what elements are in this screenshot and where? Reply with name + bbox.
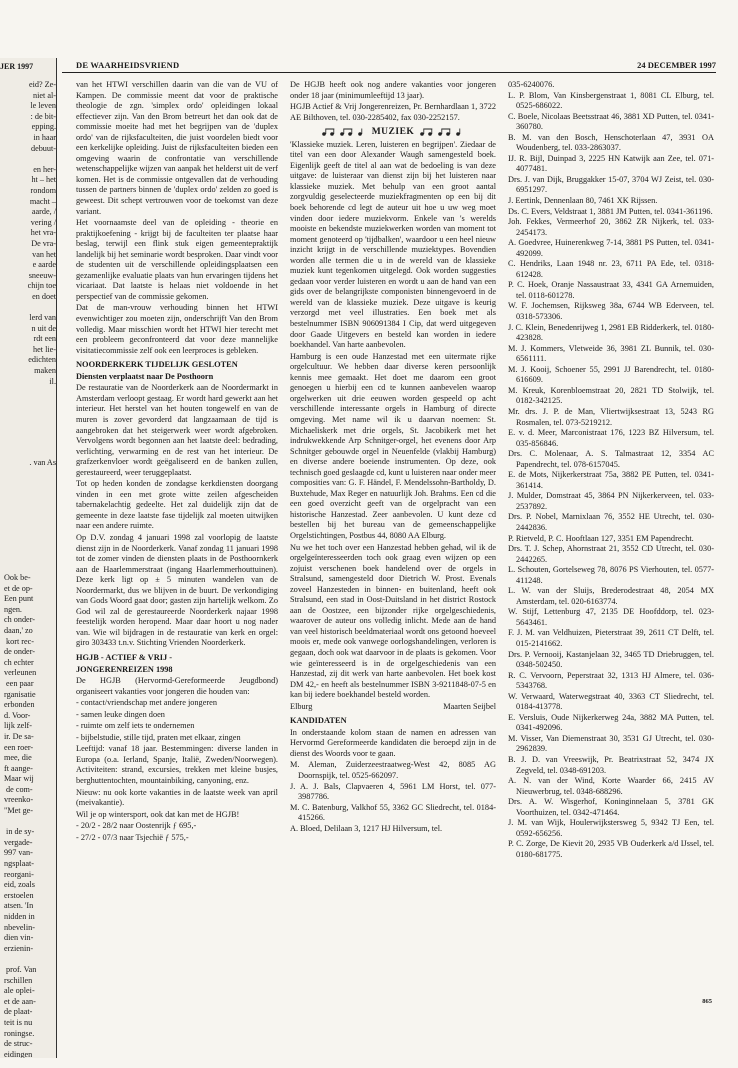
address-entry: 035-6240076. [508,80,555,89]
address-entry: M. J. Kommers, Vletweide 36, 3981 ZL Bunnik, tel. 030-6561111. [508,343,714,364]
column-2 [290,80,496,1020]
adjacent-text-fragment-3: Ook be- et de op- Een punt ngen. ch onder- daan,' zo kort rec- de onder- ch echter verleunen een paar rganisatie erbonden d. Voor- lijk zelf- ir. De sa- een roer- mee, die ft aange- Maar wij de com- vreenko- "Met ge- in de sy- vergade- 997 van- ngsplaat- reorgani- eid, zoals erstoelen atsen. 'In nidden in nbevelin- dien vin- erzienin- prof. Van rschillen ale oplei- et de aan- de plaat- teit is nu roningse. de struc- eidingen [4,573,37,1058]
address-entry: J. M. van Wijk, Houlerwijkstersweg 5, 9342 TJ Een, tel. 0592-656256. [508,818,714,838]
address-entry: IJ. R. Bijl, Duinpad 3, 2225 HN Katwijk aan Zee, tel. 071-4077481. [508,153,714,174]
paragraph: De HGJB heeft ook nog andere vakanties voor jongeren onder 18 jaar (minimumleeftijd 13 jaar). [290,80,496,100]
list-item: - 27/2 - 07/3 naar Tsjechië ƒ 575,- [76,832,189,842]
article-heading-hgjb-2: JONGERENREIZEN 1998 [76,664,173,674]
wintersport-list [76,821,278,843]
page-number: 865 [702,998,712,1005]
address-entry: Drs. P. Vernooij, Kastanjelaan 32, 3465 TD Driebruggen, tel. 0348-502450. [508,649,714,670]
address-entry: F. J. M. van Veldhuizen, Pieterstraat 39, 2611 CT Delft, tel. 015-2141662. [508,628,714,648]
address-entry: C. Boele, Nicolaas Beetsstraat 46, 3881 XD Putten, tel. 0341-360780. [508,111,714,132]
adjacent-page-header: JER 1997 [0,62,34,71]
address-entry: W. Verwaard, Waterwegstraat 40, 3363 CT Sliedrecht, tel. 0184-413778. [508,691,714,712]
column-1 [76,80,278,1020]
address-entry: J. C. Klein, Benedenrijweg 1, 2981 EB Ridderkerk, tel. 0180-423828. [508,322,714,343]
address-entry: M. J. Kooij, Schoener 55, 2991 JJ Barendrecht, tel. 0180-616609. [508,364,714,385]
address-entry: C. Hendriks, Laan 1948 nr. 23, 6711 PA Ede, tel. 0318-612428. [508,259,714,279]
paragraph: Wil je op wintersport, ook dat kan met de HGJB! [76,809,240,819]
address-entry: B. J. D. van Vreeswijk, Pr. Beatrixstraat 52, 3474 JX Zegveld, tel. 0348-691203. [508,755,714,775]
address-entry: J. Eertink, Dennenlaan 80, 7461 XK Rijssen. [508,196,658,206]
address-entry: W. Stijf, Lettenburg 47, 2135 DE Hoofddorp, tel. 023-5643461. [508,607,714,627]
signature-place: Elburg [290,701,313,711]
address-entry: M. C. Batenburg, Valkhof 55, 3362 GC Sliedrecht, tel. 0184-415266. [290,802,496,823]
address-entry: A. N. van der Wind, Korte Waarder 66, 2415 AV Nieuwerbrug, tel. 0348-688296. [508,776,714,796]
address-entry: E. v. d. Meer, Marconistraat 176, 1223 BZ Hilversum, tel. 035-856846. [508,428,714,448]
address-entry: Ds. C. Evers, Veldstraat 1, 3881 JM Putten, tel. 0341-361196. [508,206,713,216]
address-entry: R. C. Vervoorn, Peperstraat 32, 1313 HJ Almere, tel. 036-5343768. [508,670,714,691]
music-section-heading [290,127,496,138]
list-item: - samen leuke dingen doen [76,709,165,719]
address-entry: L. Schouten, Gortelseweg 78, 8076 PS Vierhouten, tel. 0577-411248. [508,565,714,585]
publication-name: DE WAARHEIDSVRIEND [76,60,180,70]
paragraph: Nieuw: nu ook korte vakanties in de laatste week van april (meivakantie). [76,787,278,808]
paragraph: HGJB Actief & Vrij Jongerenreizen, Pr. Bernhardlaan 1, 3722 AE Bilthoven, tel. 030-2285402, fax 030-2252157. [290,102,496,122]
article-heading-hgjb: HGJB - ACTIEF & VRIJ - [76,652,173,662]
author-signature [290,702,496,713]
issue-date: 24 DECEMBER 1997 [637,60,716,70]
paragraph: 'Klassieke muziek. Leren, luisteren en begrijpen'. Ziedaar de titel van een door Alexander Waugh samengesteld boek. Eigenlijk geeft de titel al aan wat de bedoeling is van deze uitgave: de luisteraar van dienst zijn bij het luisteren naar klassieke muziek. Met behulp van een groot aantal zorgvuldig geselecteerde muziekfragmenten op een bij dit boek behorende cd legt de auteur uit hoe u uw weg moet vinden door iedere muziekvorm. Enkele van 's werelds mooiste en bekendste muziekwerken worden van moment tot moment genoteerd op 'tijdbalken', waardoor u een heel nieuw inzicht krijgt in de verschillende muziektypes. Bovendien worden alle termen die u in de wereld van de klassieke muziek kunt tegenkomen uitgelegd. Ook worden suggesties gedaan voor verder luisteren en wordt u aan de hand van een gids over de belangrijkste componisten binnengevoerd in de wereld van de klassieke muziek. Deze uitgave is keurig verzorgd met veel illustraties. Een boek met als bestelnummer ISBN 906091384 I Cip, dat werd uitgegeven door Gaade Uitgevers en besteld kan worden in iedere boekhandel. Van harte aanbevolen. [290,139,496,350]
address-entry: P. C. Zorge, De Kievit 20, 2935 VB Ouderkerk a/d IJssel, tel. 0180-681775. [508,839,714,859]
adjacent-page-strip [0,58,57,1058]
address-entry: M. Visser, Van Diemenstraat 30, 3531 GJ Utrecht, tel. 030-2962839. [508,733,714,754]
paragraph: Op D.V. zondag 4 januari 1998 zal voorlopig de laatste dienst zijn in de Noorderkerk. Vanaf zondag 11 januari 1998 tot de zomer vinden de diensten plaats in de Posthoornkerk aan de Haarlemmerstraat (ingang Haarlemmerhouttuinen). Deze kerk ligt op ± 5 minuten wandelen van de Noordermarkt, dus we blijven in de buurt. De verkondiging van Gods Woord gaat door; gasten zijn hartelijk welkom. Zo God wil zal de gerestaureerde Noorderkerk najaar 1998 feestelijk worden heropend. Maar daar hoort u nog nader van. Wie wil bijdragen in de restauratie van kerk en orgel: giro 303433 t.n.v. Stichting Vrienden Noorderkerk. [76,532,278,648]
address-entry: A. Goedvree, Huinerenkweg 7-14, 3881 PS Putten, tel. 0341-492099. [508,238,714,258]
article-heading-kandidaten: KANDIDATEN [290,716,347,726]
list-item: - ruimte om zelf iets te ondernemen [76,721,195,731]
paragraph: Tot op heden konden de zondagse kerkdiensten doorgang vinden in een met grote witte zeilen afgescheiden tabernakelachtig gedeelte. Het zal duidelijk zijn dat de gemeente in deze laatste fase tijdelijk zal moeten uitwijken naar een andere ruimte. [76,479,278,531]
address-entry: E. Versluis, Oude Nijkerkerweg 24a, 3882 MA Putten, tel. 0341-492096. [508,712,714,733]
paragraph: van het HTWI verschillen daarin van die van de VU of Kampen. De commissie meent dat voor de praktische theologie de zgn. 'simplex ordo' opleidingen lokaal effectiever zijn. Van den Brom betreurt het dan ook dat de commissie moeite had met het begrijpen van de 'duplex ordo' van de rijksfaculteiten, die juist voordelen biedt voor een kerkelijke opleiding. Juist de rijksfaculteiten bieden een omgeving waarin de confrontatie van verschillende wetenschappelijke wijzen van aanpak het helderst uit de verf komen. Het is de commissie ontgevallen dat de verhouding tussen de partners binnen de 'duplex ordo' zelden zo goed is geweest. Dit schept vertrouwen voor de toekomst van deze variant. [76,80,278,216]
list-item: - contact/vriendschap met andere jongeren [76,698,217,708]
adjacent-text-fragment-2: . van As [29,458,56,467]
address-entry: J. Mulder, Domstraat 45, 3864 PN Nijkerkerveen, tel. 033-2537892. [508,491,714,511]
address-entry: M. Aleman, Zuiderzeestraatweg-West 42, 8085 AG Doornspijk, tel. 0525-662097. [290,760,496,780]
address-entry: Drs. A. W. Wisgerhof, Koninginnelaan 5, 3781 GK Voorthuizen, tel. 0342-471464. [508,797,714,817]
paragraph: De HGJB (Hervormd-Gereformeerde Jeugdbond) organiseert vakanties voor jongeren die houden van: [76,676,278,696]
interest-list [76,698,278,743]
address-entry: W. F. Jochemsen, Rijksweg 38a, 6744 WB Ederveen, tel. 0318-573306. [508,301,714,322]
address-entry: P. Rietveld, P. C. Hooftlaan 127, 3351 EM Papendrecht. [508,533,694,543]
column-3 [508,80,714,1020]
music-notes-ornament-icon [320,128,368,136]
address-entry: B. M. van den Bosch, Henschoterlaan 47, 3931 OA Woudenberg, tel. 033-2863037. [508,132,714,153]
address-entry: L. W. van der Sluijs, Brederodestraat 48, 2054 MX Amsterdam, tel. 020-6163774. [508,586,714,606]
paragraph: Dat de man-vrouw verhouding binnen het HTWI evenwichtiger zou moeten zijn, onderschrijft Van den Brom volledig. Maar misschien wordt het HTWI hier terecht met een probleem geconfronteerd dat voor deze mannelijke visitatiecommissie zelf ook een leerproces is gebleken. [76,303,278,355]
paragraph: Het voornaamste deel van de opleiding - theorie en praktijkoefening - krijgt bij de faculteiten ter plaatse haar beslag, terwijl een flink stuk eigen gemeentepraktijk landelijk bij het seminarie wordt besproken. Daar vindt voor de studenten uit de verschillende opleidingsplaatsen een gezamenlijke evaluatie plaats van hun ervaringen tijdens het vicariaat. Dat laatste is helaas niet voldoende in het perspectief van de commissie gekomen. [76,218,278,301]
address-entry: Mr. drs. J. P. de Man, Vliertwijksestraat 13, 5243 RG Rosmalen, tel. 073-5219212. [508,406,714,427]
paragraph: De restauratie van de Noorderkerk aan de Noordermarkt in Amsterdam verloopt gestaag. Er wordt hard gewerkt aan het interieur. Het herstel van het houten tongewelf en van de muren is zover gevorderd dat langzaamaan de tijd is aangebroken dat het steigerwerk weer wordt afgebroken. Vervolgens wordt begonnen aan het laatste deel: bedrading, verlichting, verwarming en de rest van het interieur. De grafzerkenvloer wordt geëgaliseerd en de banken zullen, gerestaureerd, weer teruggeplaatst. [76,383,278,477]
paragraph: In onderstaande kolom staan de namen en adressen van Hervormd Gereformeerde kandidaten die beroepd zijn in de dienst des Woords voor te gaan. [290,727,496,758]
adjacent-text-fragment-1: eid? Ze- niet al- le leven : de bit- epping. in haar debuut- en her- ht – het rondom macht – aarde, / vering / het vra- De vra- van het e aarde sneeuw- chijn toe en doet lerd van n uit de rdt een het lie- edichten maken il. [27,80,56,386]
list-item: - 20/2 - 28/2 naar Oostenrijk ƒ 695,- [76,821,197,831]
address-entry: E. de Mots, Nijkerkerstraat 75a, 3882 PE Putten, tel. 0341-361414. [508,470,714,490]
signature-name: Maarten Seijbel [443,701,496,711]
address-entry: M. Kreuk, Korenbloemstraat 20, 2821 TD Stolwijk, tel. 0182-342125. [508,385,714,406]
article-subheading-noorderkerk: Diensten verplaatst naar De Posthoorn [76,371,214,381]
address-entry: L. P. Blom, Van Kinsbergenstraat 1, 8081 CL Elburg, tel. 0525-686022. [508,90,714,111]
address-entry: Drs. P. Nobel, Marnixlaan 76, 3552 HE Utrecht, tel. 030-2442836. [508,512,714,532]
address-entry: A. Bloed, Delilaan 3, 1217 HJ Hilversum, tel. [290,823,443,833]
address-entry: J. A. J. Bals, Clapvaeren 4, 5961 LM Horst, tel. 077-3987786. [290,781,496,802]
address-entry: Joh. Fekkes, Vermeerhof 20, 3862 ZR Nijkerk, tel. 033-2454173. [508,217,714,237]
address-entry: Drs. T. J. Schep, Ahornstraat 21, 3552 CD Utrecht, tel. 030-2442265. [508,544,714,564]
list-item: - bijbelstudie, stille tijd, praten met elkaar, zingen [76,732,241,742]
paragraph: Nu we het toch over een Hanzestad hebben gehad, wil ik de orgelgeïnteresseerden toch ook graag even wijzen op een zojuist verschenen boek handelend over de orgels in Stralsund, samengesteld door Dietrich W. Prost. Evenals zoveel Hanzesteden in binnen- en buitenland, heeft ook Stralsund, een stad in Oost-Duitsland in het district Rostock aan de Oostzee, een bijzonder rijke orgelgeschiedenis, waarover de auteur ons volledig inlicht. Mede aan de hand van veel historisch beeldmateriaal wordt ons getoond hoeveel moois er, mede ook vanwege oorlogshandelingen, verloren is gegaan, doch ook wat daarvoor in de plaats is gekomen. Voor wie geïnteresseerd is in de orgelgeschiedenis van een Hanzestad, zij dit werk van harte aanbevolen. Het boek kost DM 42,- en heeft als bestelnummer ISBN 3-9211848-07-5 en kan bij iedere boekhandel besteld worden. [290,542,496,700]
paragraph: Leeftijd: vanaf 18 jaar. Bestemmingen: diverse landen in Europa (o.a. Ierland, Spanje, Italië, Zweden/Noorwegen). Activiteiten: strand, excursies, trekken met kleine busjes, berghuttentochten, mountainbiking, canyoning, enz. [76,744,278,785]
article-heading-noorderkerk: NOORDERKERK TIJDELIJK GESLOTEN [76,360,238,370]
paragraph: Hamburg is een oude Hanzestad met een uitermate rijke orgelcultuur. We hebben daar diverse keren persoonlijk kennis mee gemaakt. Het doet me daarom een groot genoegen u hierbij een cd te kunnen aanbevelen waarop orgelwerken uit drie eeuwen worden gespeeld op acht verschillende interessante orgels in Hamburg of directe omgeving. Met name wil ik u daarvan noemen: St. Michaeliskerk met drie orgels, St. Jacobikerk met het indrukwekkende Arp Schnitger-orgel, het evenens door Arp Schnitger gebouwde orgel in Neuenfelde (vlakbij Hamburg) en diverse andere boeiende instrumenten. Op deze, ook technisch goed geslaagde cd, kunt u luisteren naar onder meer composities van: G. F. Händel, F. Mendelssohn-Bartholdy, D. Buxtehude, Max Reger en natuurlijk Joh. Brahms. Een cd die een goed overzicht geeft van de orgelpracht van een historische Hanzestad. Zeer aanbevolen. U kunt deze cd bestellen bij het bureau van de gemeenschappelijke Orgelstichtingen, Postbus 44, 8080 AA Elburg. [290,351,496,540]
address-entry: Drs. J. van Dijk, Bruggakker 15-07, 3704 WJ Zeist, tel. 030-6951297. [508,174,714,195]
music-section-title: MUZIEK [371,127,415,138]
music-notes-ornament-icon [418,128,466,136]
address-entry: P. C. Hoek, Oranje Nassaustraat 33, 4341 GA Arnemuiden, tel. 0118-601278. [508,280,714,300]
running-header [62,60,716,73]
address-entry: Drs. C. Molenaar, A. S. Talmastraat 12, 3354 AC Papendrecht, tel. 078-6157045. [508,449,714,469]
